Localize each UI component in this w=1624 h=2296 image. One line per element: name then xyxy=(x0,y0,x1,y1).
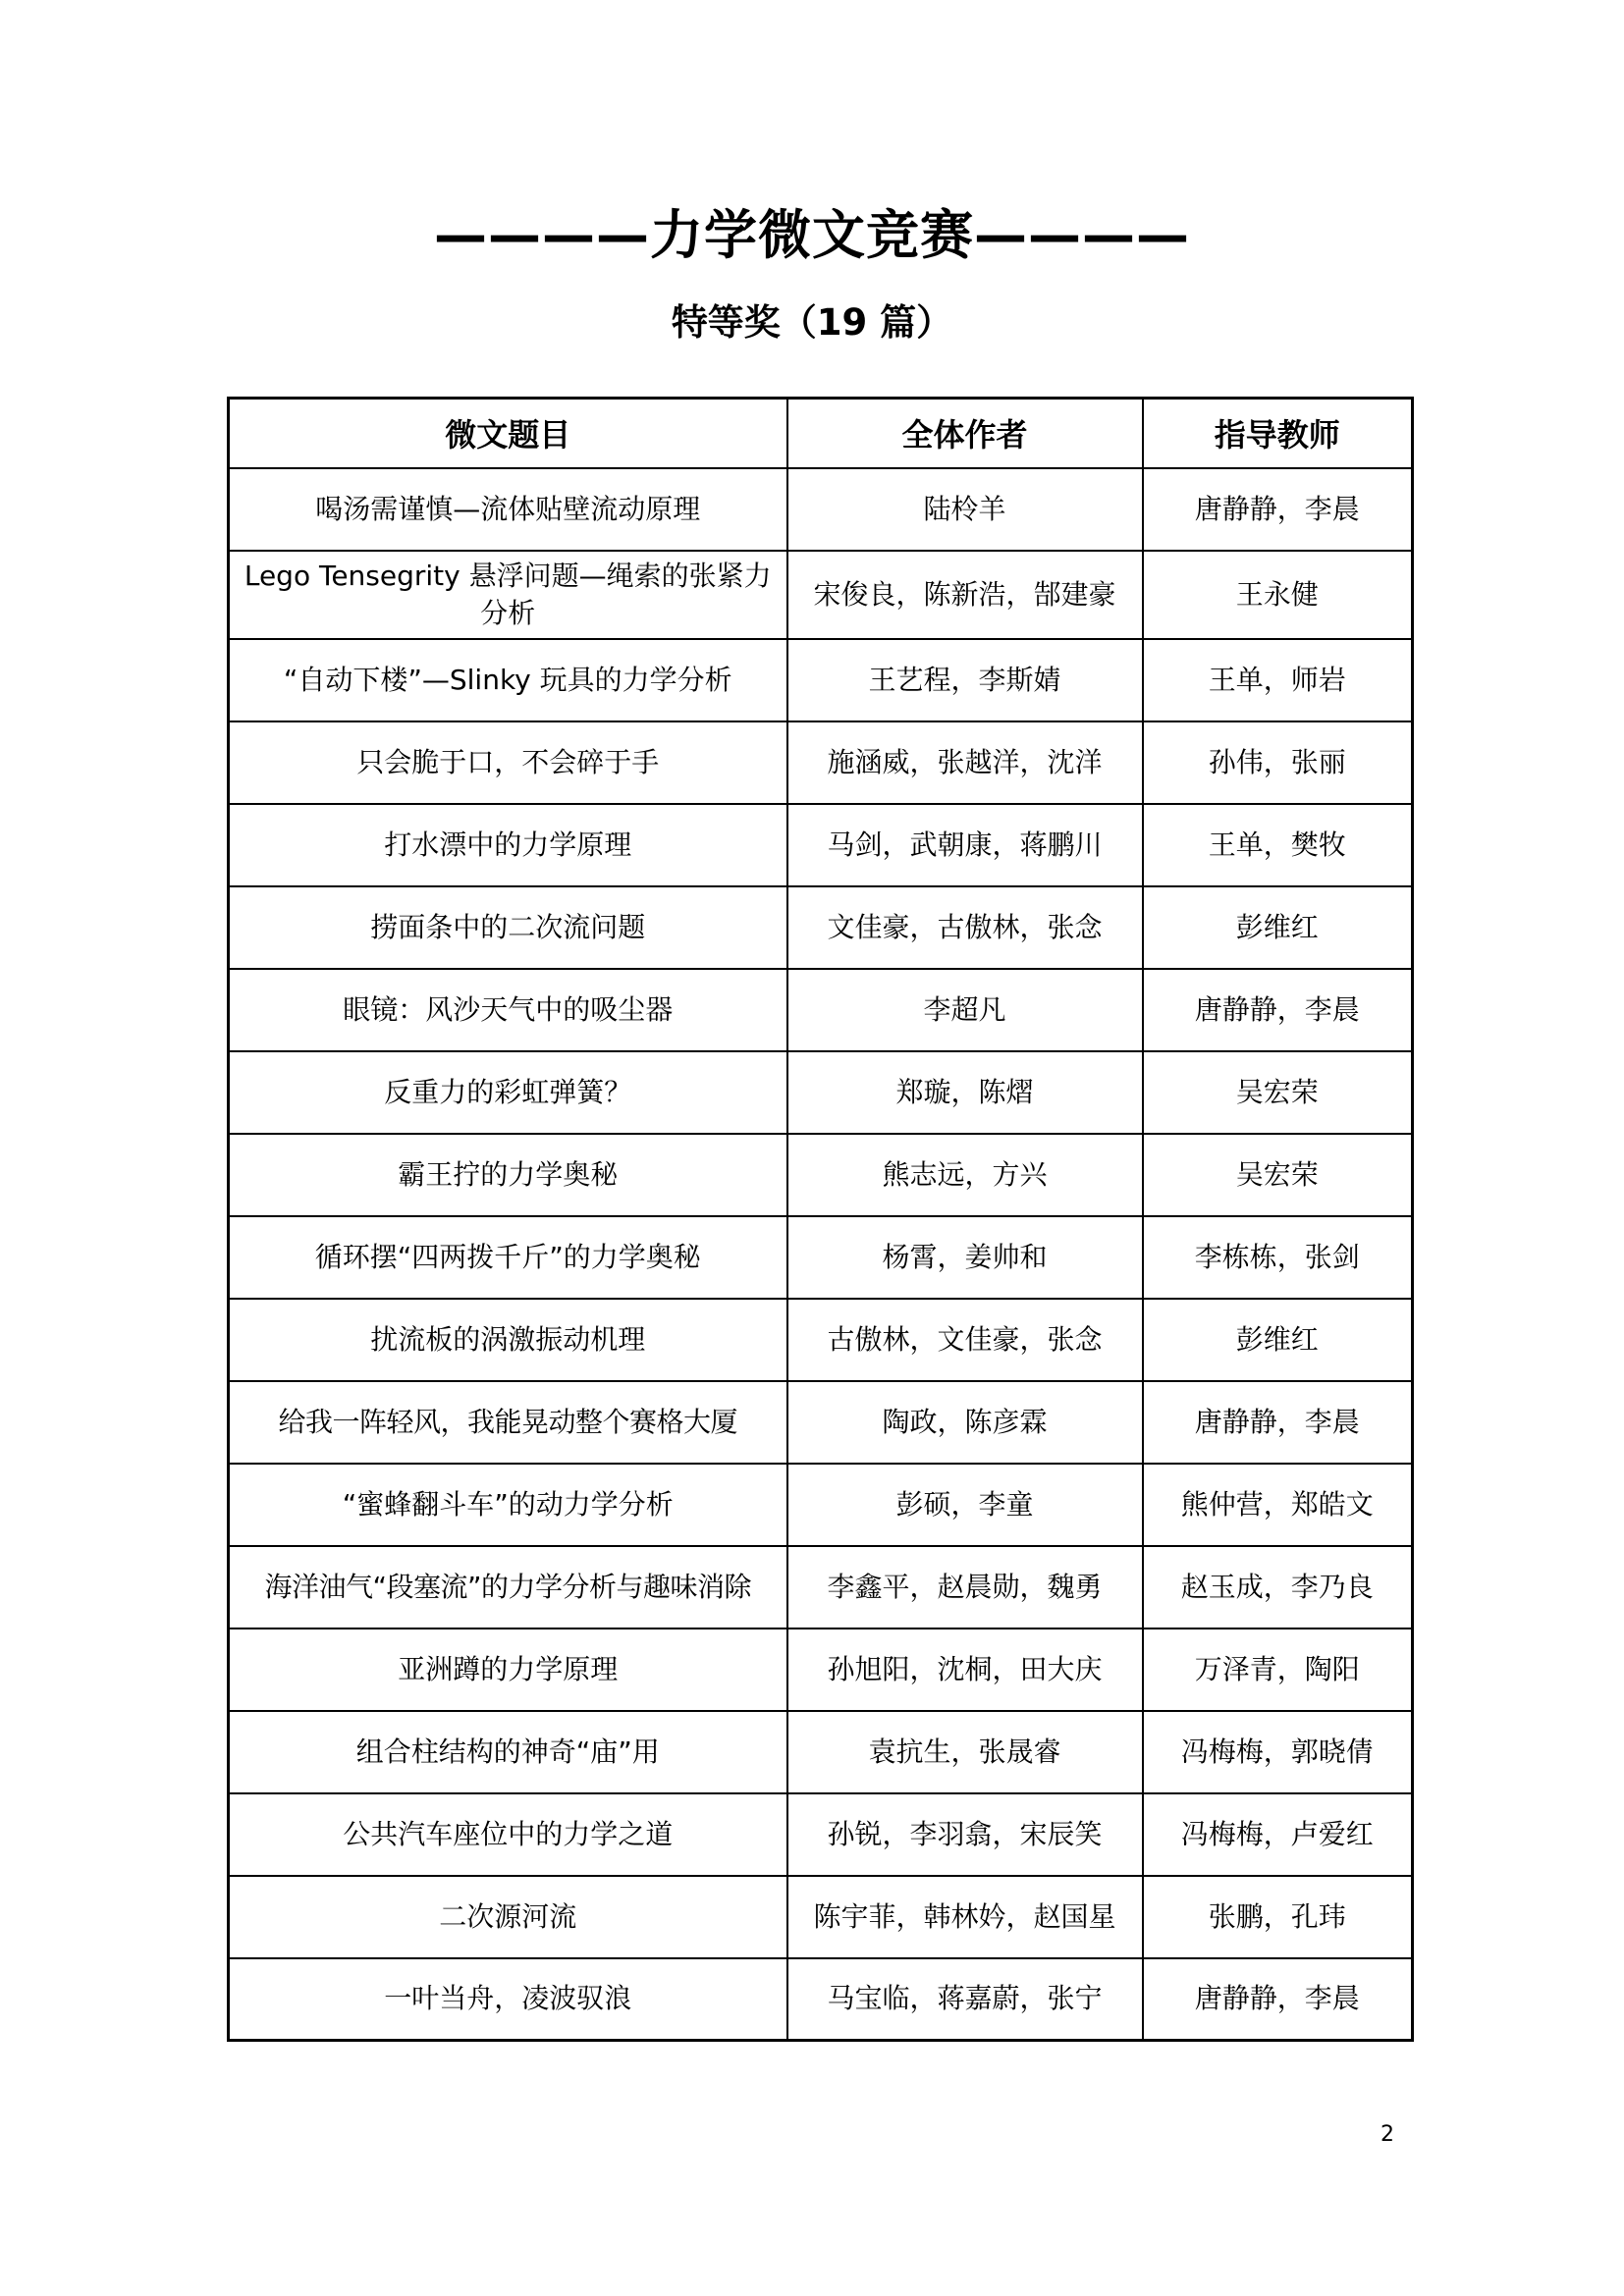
cell-title: Lego Tensegrity 悬浮问题—绳索的张紧力分析 xyxy=(229,551,787,639)
cell-authors: 陶政，陈彦霖 xyxy=(787,1381,1143,1464)
cell-authors: 李鑫平，赵晨勋，魏勇 xyxy=(787,1546,1143,1629)
table-row xyxy=(229,639,1413,721)
cell-advisors: 唐静静，李晨 xyxy=(1143,969,1413,1051)
table-row xyxy=(229,804,1413,886)
table-row xyxy=(229,1629,1413,1711)
cell-advisors: 熊仲营，郑皓文 xyxy=(1143,1464,1413,1546)
cell-title: 循环摆“四两拨千斤”的力学奥秘 xyxy=(229,1216,787,1299)
table-header-row xyxy=(229,399,1413,468)
cell-advisors: 唐静静，李晨 xyxy=(1143,468,1413,551)
cell-advisors: 孙伟，张丽 xyxy=(1143,721,1413,804)
cell-advisors: 彭维红 xyxy=(1143,1299,1413,1381)
cell-advisors: 王单，樊牧 xyxy=(1143,804,1413,886)
table-row xyxy=(229,1134,1413,1216)
cell-title: 捞面条中的二次流问题 xyxy=(229,886,787,969)
cell-title: 二次源河流 xyxy=(229,1876,787,1958)
cell-authors: 郑璇，陈熠 xyxy=(787,1051,1143,1134)
cell-title: 组合柱结构的神奇“庙”用 xyxy=(229,1711,787,1793)
cell-authors: 孙旭阳，沈桐，田大庆 xyxy=(787,1629,1143,1711)
table-row xyxy=(229,886,1413,969)
cell-advisors: 李栋栋，张剑 xyxy=(1143,1216,1413,1299)
cell-title: 霸王拧的力学奥秘 xyxy=(229,1134,787,1216)
cell-advisors: 彭维红 xyxy=(1143,886,1413,969)
table-row xyxy=(229,1793,1413,1876)
cell-title: 亚洲蹲的力学原理 xyxy=(229,1629,787,1711)
cell-authors: 陈宇菲，韩林妗，赵国星 xyxy=(787,1876,1143,1958)
cell-title: 打水漂中的力学原理 xyxy=(229,804,787,886)
awards-table xyxy=(227,397,1414,2042)
cell-advisors: 吴宏荣 xyxy=(1143,1134,1413,1216)
table-row xyxy=(229,468,1413,551)
cell-advisors: 冯梅梅，郭晓倩 xyxy=(1143,1711,1413,1793)
cell-authors: 熊志远，方兴 xyxy=(787,1134,1143,1216)
cell-title: 反重力的彩虹弹簧？ xyxy=(229,1051,787,1134)
cell-authors: 孙锐，李羽翕，宋辰笑 xyxy=(787,1793,1143,1876)
page-title: ————力学微文竞赛———— xyxy=(434,204,1190,266)
cell-advisors: 唐静静，李晨 xyxy=(1143,1381,1413,1464)
cell-title: 扰流板的涡激振动机理 xyxy=(229,1299,787,1381)
cell-authors: 杨霄，姜帅和 xyxy=(787,1216,1143,1299)
cell-authors: 李超凡 xyxy=(787,969,1143,1051)
section-title: 特等奖（19 篇） xyxy=(671,301,953,344)
table-row xyxy=(229,1051,1413,1134)
cell-authors: 古傲林，文佳豪，张念 xyxy=(787,1299,1143,1381)
table-row xyxy=(229,1876,1413,1958)
cell-title: 给我一阵轻风，我能晃动整个赛格大厦 xyxy=(229,1381,787,1464)
cell-advisors: 万泽青，陶阳 xyxy=(1143,1629,1413,1711)
cell-title: 一叶当舟，凌波驭浪 xyxy=(229,1958,787,2041)
cell-authors: 文佳豪，古傲林，张念 xyxy=(787,886,1143,969)
cell-authors: 马剑，武朝康，蒋鹏川 xyxy=(787,804,1143,886)
cell-advisors: 赵玉成，李乃良 xyxy=(1143,1546,1413,1629)
cell-title: “蜜蜂翻斗车”的动力学分析 xyxy=(229,1464,787,1546)
header-title: 微文题目 xyxy=(229,399,787,468)
table-row xyxy=(229,1711,1413,1793)
cell-title: 公共汽车座位中的力学之道 xyxy=(229,1793,787,1876)
table-row xyxy=(229,1958,1413,2041)
header-authors: 全体作者 xyxy=(787,399,1143,468)
cell-authors: 王艺程，李斯婧 xyxy=(787,639,1143,721)
cell-authors: 宋俊良，陈新浩，郜建豪 xyxy=(787,551,1143,639)
cell-authors: 陆柃羊 xyxy=(787,468,1143,551)
cell-advisors: 王单，师岩 xyxy=(1143,639,1413,721)
table-row xyxy=(229,551,1413,639)
cell-advisors: 冯梅梅，卢爱红 xyxy=(1143,1793,1413,1876)
cell-title: 海洋油气“段塞流”的力学分析与趣味消除 xyxy=(229,1546,787,1629)
cell-authors: 彭硕，李童 xyxy=(787,1464,1143,1546)
cell-advisors: 张鹏，孔玮 xyxy=(1143,1876,1413,1958)
table-row xyxy=(229,1546,1413,1629)
cell-authors: 马宝临，蒋嘉蔚，张宁 xyxy=(787,1958,1143,2041)
cell-advisors: 唐静静，李晨 xyxy=(1143,1958,1413,2041)
cell-title: 只会脆于口，不会碎于手 xyxy=(229,721,787,804)
cell-title: 眼镜：风沙天气中的吸尘器 xyxy=(229,969,787,1051)
table-row xyxy=(229,1216,1413,1299)
cell-authors: 施涵威，张越洋，沈洋 xyxy=(787,721,1143,804)
table-row xyxy=(229,1464,1413,1546)
cell-title: 喝汤需谨慎—流体贴壁流动原理 xyxy=(229,468,787,551)
cell-authors: 袁抗生，张晟睿 xyxy=(787,1711,1143,1793)
table-row xyxy=(229,969,1413,1051)
cell-advisors: 王永健 xyxy=(1143,551,1413,639)
cell-advisors: 吴宏荣 xyxy=(1143,1051,1413,1134)
table-row xyxy=(229,721,1413,804)
table-row xyxy=(229,1299,1413,1381)
header-advisors: 指导教师 xyxy=(1143,399,1413,468)
cell-title: “自动下楼”—Slinky 玩具的力学分析 xyxy=(229,639,787,721)
page-number: 2 xyxy=(1380,2122,1394,2147)
table-row xyxy=(229,1381,1413,1464)
